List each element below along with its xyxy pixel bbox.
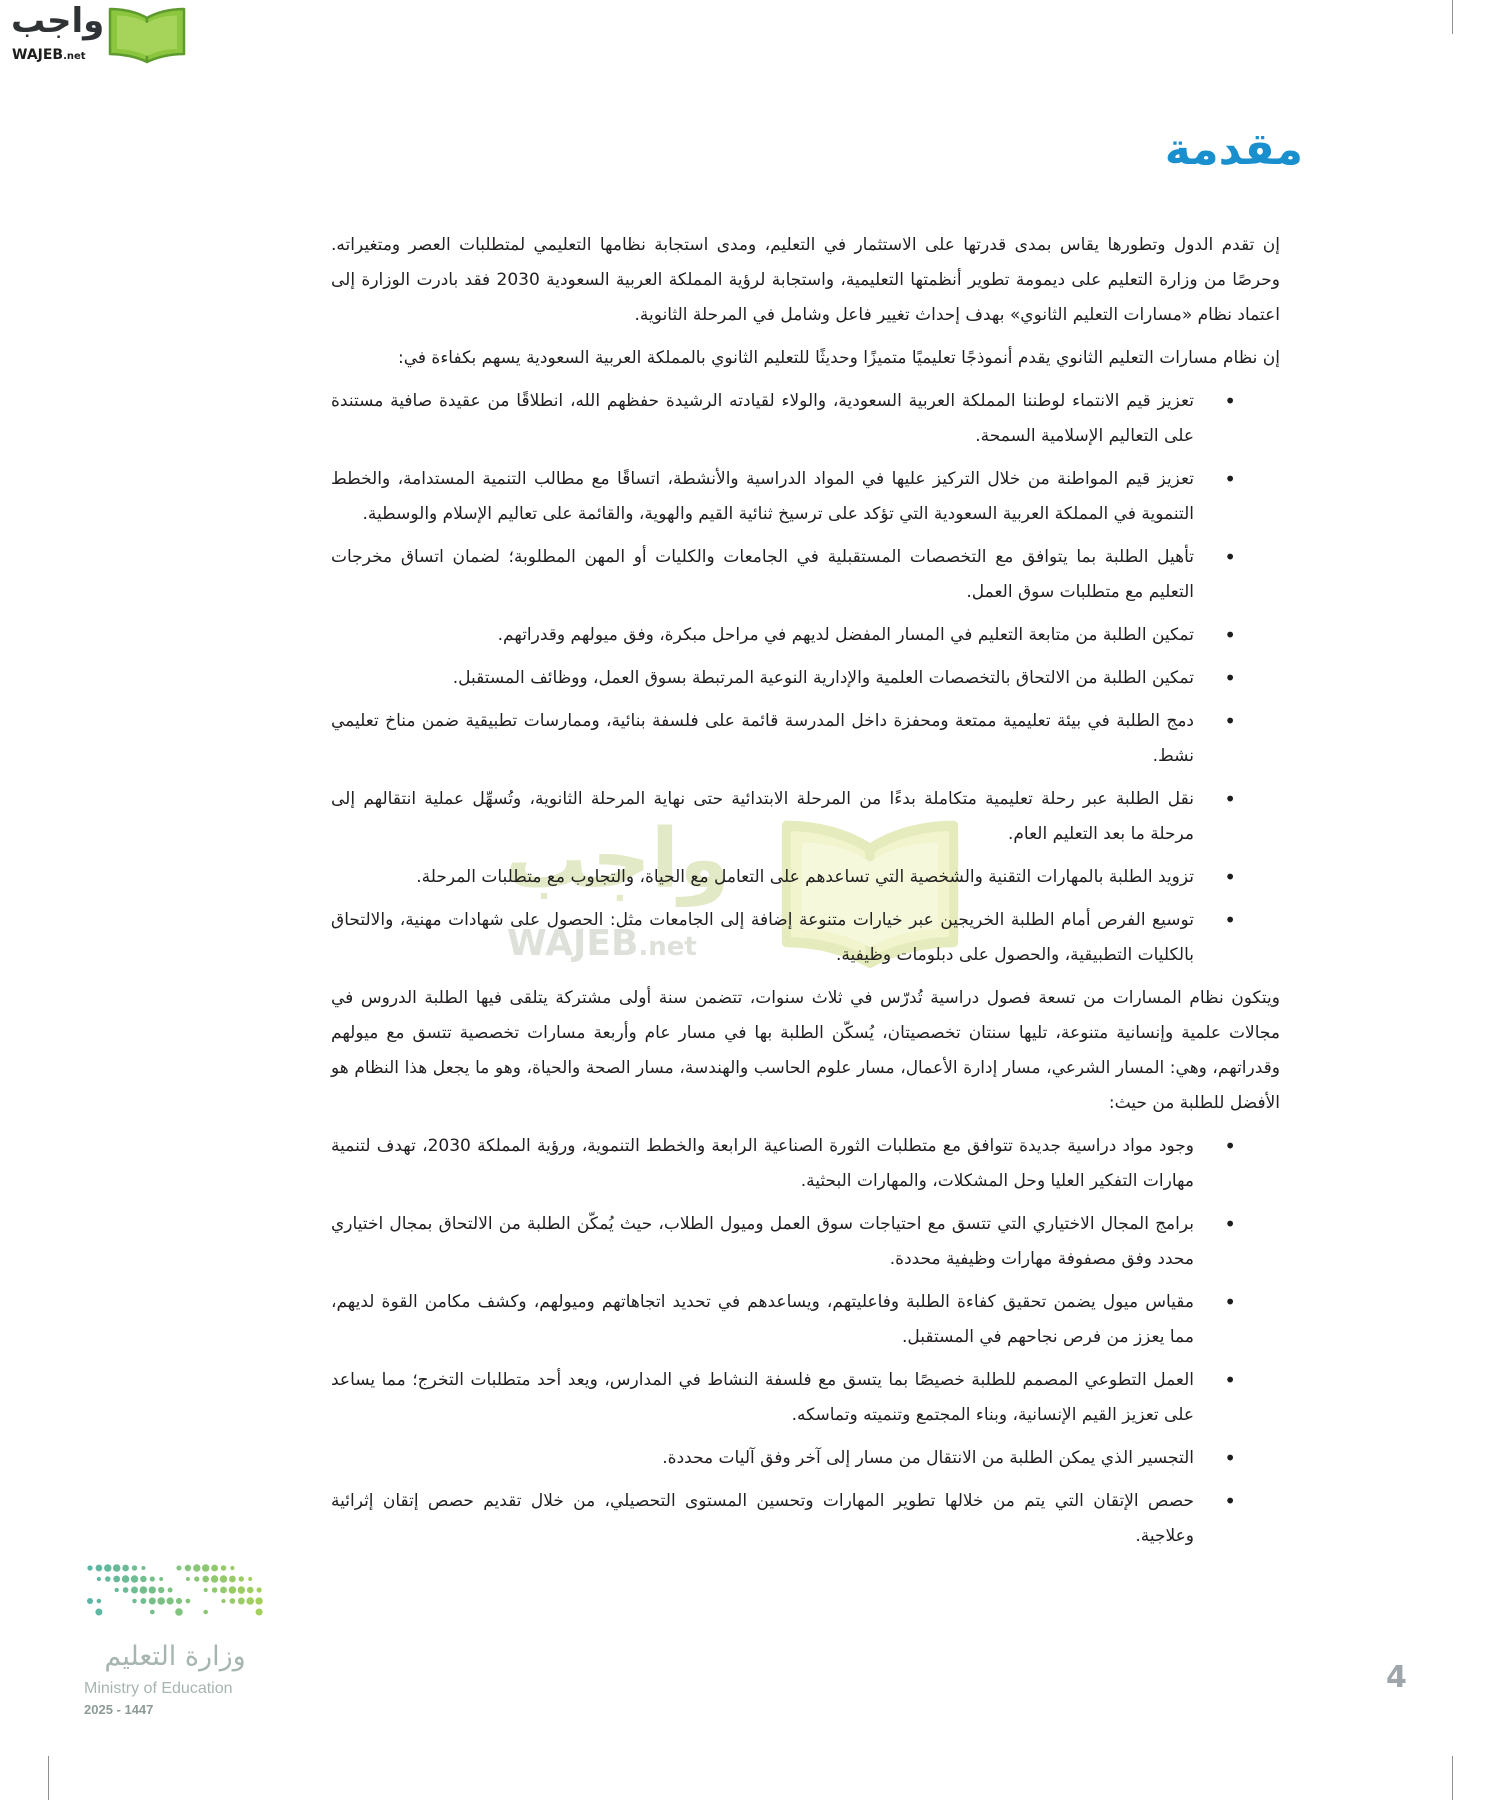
site-logo-arabic: واجب [11,1,105,41]
logo-dot [211,1575,218,1582]
logo-dot [212,1587,218,1593]
logo-dot [239,1576,244,1581]
logo-dot [220,1587,227,1594]
logo-dot [221,1599,225,1603]
ministry-years: 2025 - 1447 [84,1702,154,1717]
page-number: 4 [1386,1660,1407,1695]
logo-dot [158,1587,164,1593]
logo-dot [175,1608,183,1616]
logo-dot [229,1586,237,1594]
logo-dot [246,1597,254,1605]
logo-dot [248,1577,252,1581]
goals-list [331,384,1280,973]
logo-dot [255,1597,262,1604]
page-title: مقدمة [1164,124,1303,175]
logo-dot [194,1576,199,1581]
list-item: • تمكين الطلبة من الالتحاق بالتخصصات العلمية والإدارية النوعية المرتبطة بسوق العمل، ووظائف المستقبل. [331,661,1280,696]
logo-dot [141,1566,145,1570]
logo-dot [132,1599,137,1604]
logo-dot [159,1577,163,1581]
list-item: • تأهيل الطلبة بما يتوافق مع التخصصات المستقبلية في الجامعات والكليات أو المهن المطلوبة؛ لضمان اتساق مخرجات التعليم مع متطلبات سوق العمل. [331,540,1280,610]
logo-dot [122,1565,129,1572]
mission-paragraph: إن نظام مسارات التعليم الثانوي يقدم أنموذجًا تعليميًا متميزًا وحديثًا للتعليم الثانوي بالمملكة العربية السعودية يسهم بكفاءة في: [397,348,1280,368]
ministry-name-english: Ministry of Education [84,1680,233,1697]
watermark-arabic: واجب [505,812,730,907]
list-item: • برامج المجال الاختياري التي تتسق مع احتياجات سوق العمل وميول الطلاب، حيث يُمكّن الطلبة من الالتحاق بمجال اختياري محدد وفق مصفوفة مهارات وظيفية محددة. [331,1207,1280,1277]
logo-dot [238,1586,245,1593]
logo-dot [140,1586,148,1594]
ministry-name-arabic: وزارة التعليم [104,1641,246,1672]
site-logo-latin [12,45,86,66]
ministry-logo [84,1562,266,1724]
logo-dot [113,1576,120,1583]
list-item: • دمج الطلبة في بيئة تعليمية ممتعة ومحفزة داخل المدرسة قائمة على فلسفة بنائية، وممارسات تطبيقية ضمن مناخ تعليمي نشط. [331,704,1280,774]
introduction-body [331,228,1280,1562]
logo-dot [104,1564,111,1571]
watermark-name: WAJEB [507,923,639,964]
logo-dot [97,1577,101,1581]
crop-mark-bottom-right [1452,1756,1453,1800]
logo-dot [221,1565,227,1571]
logo-dot [150,1610,155,1615]
logo-dot [140,1598,146,1604]
logo-dot [211,1565,218,1572]
site-logo [9,1,194,66]
list-item: • توسيع الفرص أمام الطلبة الخريجين عبر خيارات متنوعة إضافة إلى الجامعات مثل: الحصول على شهادات مهنية، والالتحاق بالكليات التطبيقية، والحصول على دبلومات وظيفية. [331,903,1280,973]
list-item: • تعزيز قيم المواطنة من خلال التركيز عليها في المواد الدراسية والأنشطة، اتساقًا مع مطالب التنمية المستدامة، والخطط التنموية في المملكة العربية السعودية التي تؤكد على ترسيخ ثنائية القيم والهوية، والقائمة على تعاليم الإسلام والوسطية. [331,462,1280,532]
list-item: • حصص الإتقان التي يتم من خلالها تطوير المهارات وتحسين المستوى التحصيلي، من خلال تقديم حصص إتقان إثرائية وعلاجية. [331,1484,1280,1554]
logo-dot [202,1564,210,1572]
list-item: • العمل التطوعي المصمم للطلبة خصيصًا بما يتسق مع فلسفة النشاط في المدارس، ويعد أحد متطلبات التخرج؛ مما يساعد على تعزيز القيم الإنسانية، وبناء المجتمع وتنميته وتماسكه. [331,1363,1280,1433]
logo-dot [149,1597,156,1604]
logo-dot [96,1565,103,1572]
logo-dot [149,1586,156,1593]
logo-dot [140,1576,147,1583]
logo-dot [168,1588,173,1593]
logo-dot [131,1587,138,1594]
crop-mark-bottom-left [48,1756,49,1800]
logo-dot [122,1575,130,1583]
list-item: • تعزيز قيم الانتماء لوطننا المملكة العربية السعودية، والولاء لقيادته الرشيدة حفظهم الله، انطلاقًا من عقيدة صافية مستندة على التعاليم الإسلامية السمحة. [331,384,1280,454]
crop-mark-top-right [1452,0,1453,34]
logo-dot [113,1564,121,1572]
logo-dot [256,1608,263,1615]
logo-dot [257,1587,262,1592]
logo-dot [176,1598,182,1604]
logo-dot [247,1587,254,1594]
list-item: • وجود مواد دراسية جديدة تتوافق مع متطلبات الثورة الصناعية الرابعة والخطط التنموية، ورؤية المملكة 2030، تهدف لتنمية مهارات التفكير العليا وحل المشكلات، والمهارات البحثية. [331,1129,1280,1199]
logo-dot [186,1577,190,1581]
logo-dot [132,1565,137,1570]
list-item: • تزويد الطلبة بالمهارات التقنية والشخصية التي تساعدهم على التعامل مع الحياة، والتجاوب مع متطلبات المرحلة. [331,860,1280,895]
list-item: • مقياس ميول يضمن تحقيق كفاءة الطلبة وفاعليتهم، ويساعدهم في تحديد اتجاهاتهم وميولهم، وكشف مكامن القوة لديهم، مما يعزز من فرص نجاحهم في المستقبل. [331,1285,1280,1355]
logo-dot [229,1576,236,1583]
logo-dot [166,1597,173,1604]
intro-paragraph: إن تقدم الدول وتطورها يقاس بمدى قدرتها على الاستثمار في التعليم، ومدى استجابة نظامها التعليمي لمتطلبات العصر ومتغيراته. وحرصًا من وزارة التعليم على ديمومة تطوير أنظمتها التعليمية، واستجابة لرؤية المملكة العربية السعودية 2030 فقد بادرت الوزارة إلى اعتماد نظام «مسارات التعليم الثانوي» بهدف إحداث تغيير فاعل وشامل في المرحلة الثانوية. [331,235,1280,325]
logo-dot [87,1565,92,1570]
list-item: • تمكين الطلبة من متابعة التعليم في المسار المفضل لديهم في مراحل مبكرة، وفق ميولهم وقدراتهم. [331,618,1280,653]
logo-dot [176,1565,181,1570]
logo-dot [131,1575,138,1582]
logo-dot [193,1564,200,1571]
list-item: • نقل الطلبة عبر رحلة تعليمية متكاملة بدءًا من المرحلة الابتدائية حتى نهاية المرحلة الثانوية، وتُسهِّل عملية انتقالهم إلى مرحلة ما بعد التعليم العام. [331,782,1280,852]
dot-pattern-logo [84,1562,266,1624]
features-list [331,1129,1280,1554]
logo-dot [203,1610,208,1615]
logo-dot [185,1565,191,1571]
logo-dot [105,1576,111,1582]
logo-dot [87,1598,93,1604]
logo-dot [123,1587,129,1593]
logo-dot [220,1575,228,1583]
logo-dot [157,1597,165,1605]
logo-dot [230,1598,236,1604]
logo-dot [150,1576,155,1581]
logo-dot [186,1599,191,1604]
logo-dot [115,1588,119,1592]
watermark-suffix: .net [638,932,697,962]
open-book-icon [105,6,189,64]
site-logo-suffix: .net [63,51,86,62]
logo-dot [95,1608,102,1615]
logo-dot [230,1566,234,1570]
logo-dot [202,1576,209,1583]
logo-dot [204,1588,208,1592]
site-logo-name: WAJEB [12,47,64,63]
structure-paragraph: ويتكون نظام المسارات من تسعة فصول دراسية تُدرّس في ثلاث سنوات، تتضمن سنة أولى مشتركة يتلقى فيها الطلبة الدروس في مجالات علمية وإنسانية متنوعة، تليها سنتان تخصصيتان، يُسكّن الطلبة بها في مسار عام وأربعة مسارات تخصصية تتسق مع ميولهم وقدراتهم، وهي: المسار الشرعي، مسار إدارة الأعمال، مسار علوم الحاسب والهندسة، مسار الصحة والحياة، وهو ما يجعل هذا النظام هو الأفضل للطلبة من حيث: [331,988,1280,1113]
list-item: • التجسير الذي يمكن الطلبة من الانتقال من مسار إلى آخر وفق آليات محددة. [331,1441,1280,1476]
logo-dot [238,1598,245,1605]
logo-dot [97,1599,102,1604]
